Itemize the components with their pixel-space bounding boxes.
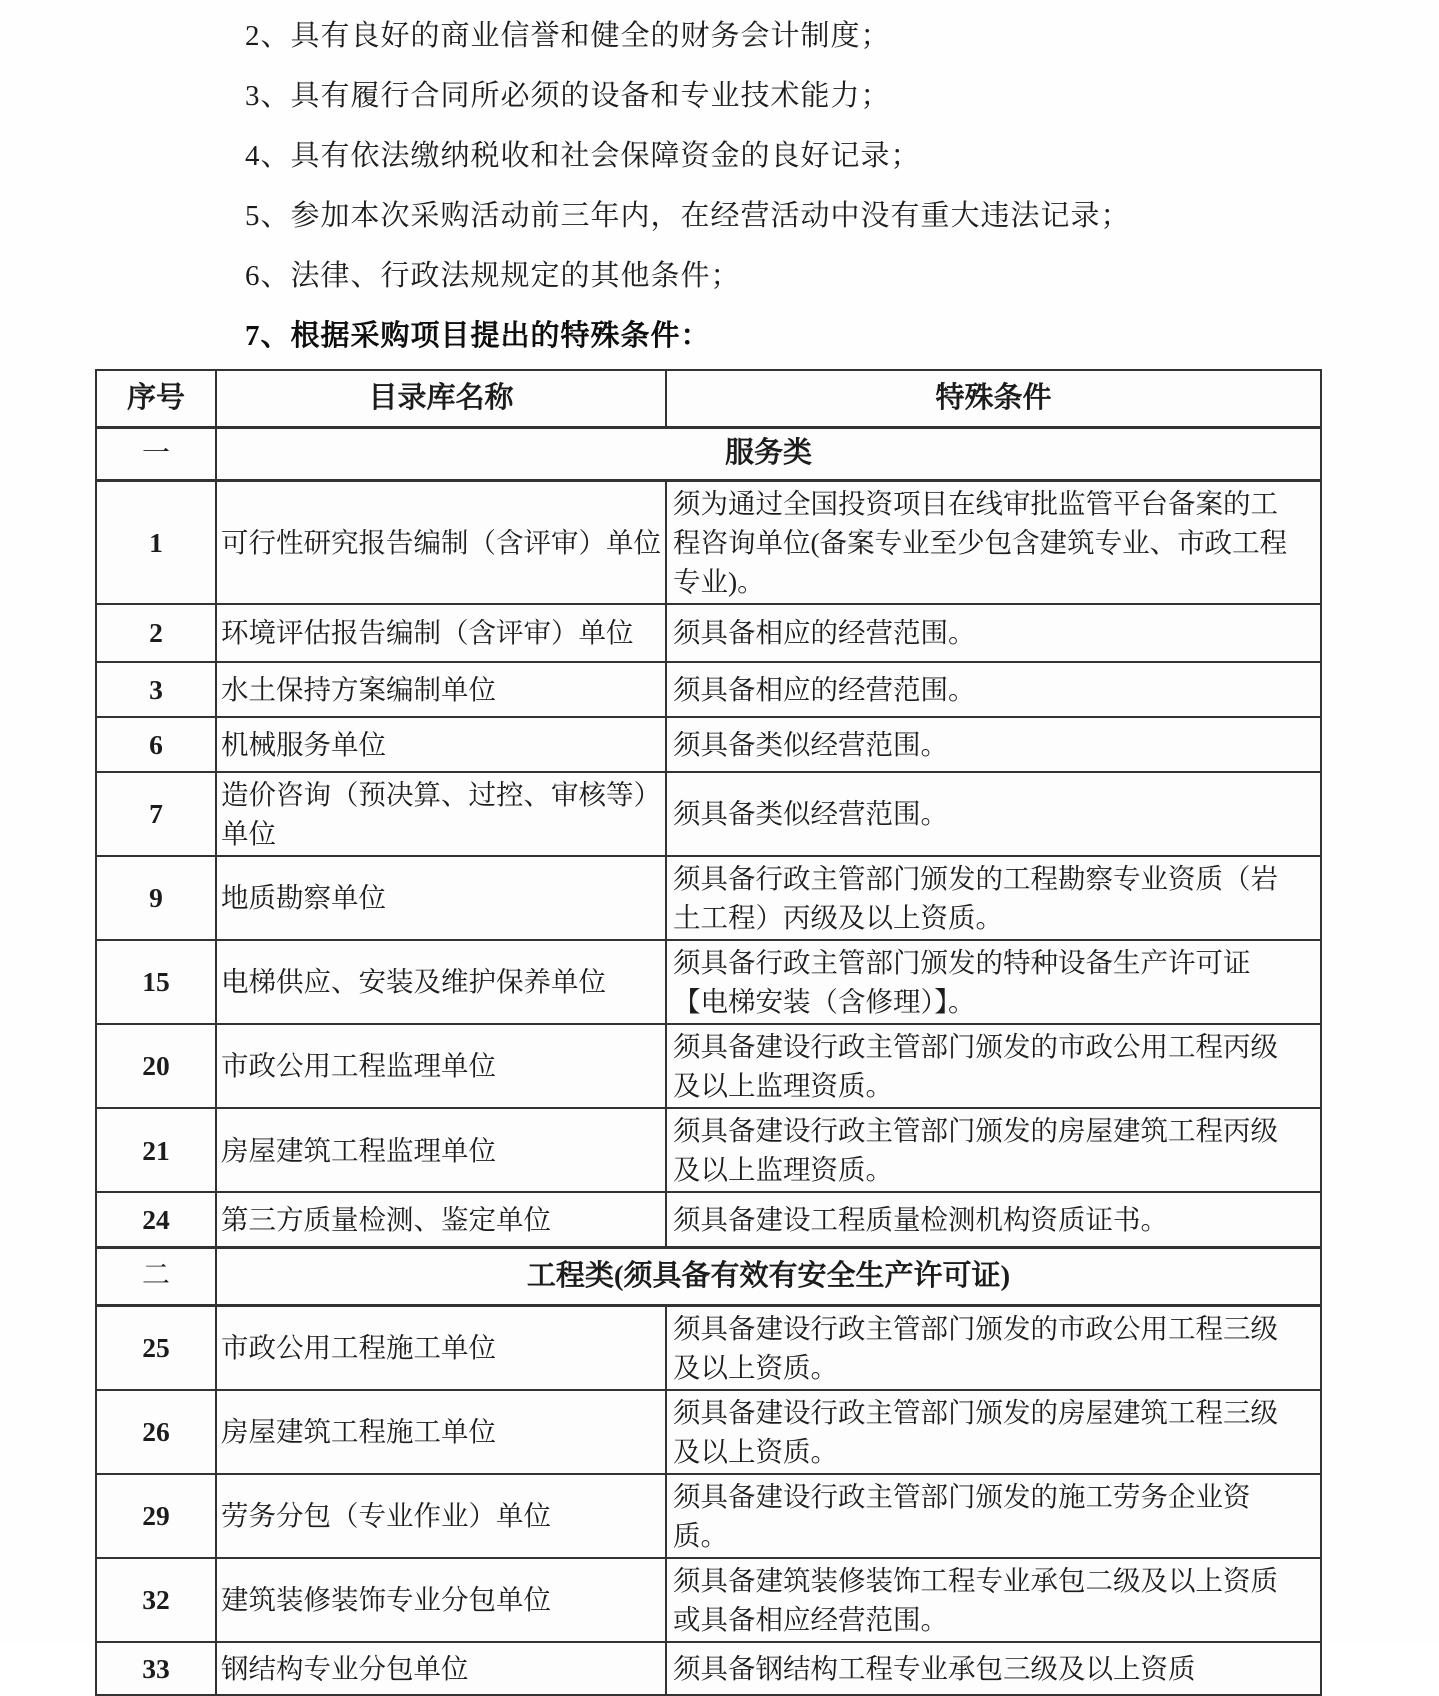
table-header-row	[96, 370, 1321, 427]
section-row-engineering	[96, 1247, 1321, 1305]
row-name: 水土保持方案编制单位	[216, 662, 666, 717]
row-no: 32	[96, 1558, 216, 1642]
table-row	[96, 1558, 1321, 1642]
table-row	[96, 1024, 1321, 1108]
special-conditions-table	[95, 369, 1322, 1696]
table-row	[96, 1108, 1321, 1192]
row-no: 29	[96, 1474, 216, 1558]
row-no: 2	[96, 604, 216, 662]
row-name: 钢结构专业分包单位	[216, 1642, 666, 1695]
row-condition: 须具备行政主管部门颁发的工程勘察专业资质（岩土工程）丙级及以上资质。	[666, 856, 1321, 940]
intro-item-7: 7、根据采购项目提出的特殊条件：	[245, 319, 711, 352]
table-row	[96, 856, 1321, 940]
table-row	[96, 662, 1321, 717]
row-no: 1	[96, 480, 216, 604]
row-name: 市政公用工程施工单位	[216, 1305, 666, 1390]
row-no: 15	[96, 940, 216, 1024]
row-name: 可行性研究报告编制（含评审）单位	[216, 480, 666, 604]
row-name: 第三方质量检测、鉴定单位	[216, 1192, 666, 1247]
row-name: 地质勘察单位	[216, 856, 666, 940]
header-no: 序号	[96, 370, 216, 427]
row-condition: 须具备建设行政主管部门颁发的施工劳务企业资质。	[666, 1474, 1321, 1558]
header-condition: 特殊条件	[666, 370, 1321, 427]
row-no: 6	[96, 717, 216, 772]
row-name: 造价咨询（预决算、过控、审核等）单位	[216, 772, 666, 856]
header-name: 目录库名称	[216, 370, 666, 427]
row-name: 电梯供应、安装及维护保养单位	[216, 940, 666, 1024]
row-no: 20	[96, 1024, 216, 1108]
row-condition: 须具备建设工程质量检测机构资质证书。	[666, 1192, 1321, 1247]
section-title: 工程类(须具备有效有安全生产许可证)	[216, 1247, 1321, 1305]
table-row	[96, 1474, 1321, 1558]
section-no: 二	[96, 1247, 216, 1305]
row-condition: 须具备建设行政主管部门颁发的房屋建筑工程丙级及以上监理资质。	[666, 1108, 1321, 1192]
row-name: 房屋建筑工程监理单位	[216, 1108, 666, 1192]
row-no: 7	[96, 772, 216, 856]
section-row-services	[96, 427, 1321, 480]
row-name: 机械服务单位	[216, 717, 666, 772]
row-name: 市政公用工程监理单位	[216, 1024, 666, 1108]
intro-item-3: 3、具有履行合同所必须的设备和专业技术能力；	[245, 79, 891, 112]
intro-item-5: 5、参加本次采购活动前三年内，在经营活动中没有重大违法记录；	[245, 199, 1131, 232]
row-no: 9	[96, 856, 216, 940]
intro-item-2: 2、具有良好的商业信誉和健全的财务会计制度；	[245, 19, 891, 52]
table-row	[96, 1642, 1321, 1695]
table-row	[96, 604, 1321, 662]
row-name: 建筑装修装饰专业分包单位	[216, 1558, 666, 1642]
row-condition: 须具备钢结构工程专业承包三级及以上资质	[666, 1642, 1321, 1695]
intro-paragraphs	[245, 0, 1379, 363]
row-condition: 须具备相应的经营范围。	[666, 604, 1321, 662]
row-name: 环境评估报告编制（含评审）单位	[216, 604, 666, 662]
row-condition: 须具备建筑装修装饰工程专业承包二级及以上资质或具备相应经营范围。	[666, 1558, 1321, 1642]
row-no: 26	[96, 1390, 216, 1474]
table-row	[96, 1390, 1321, 1474]
row-name: 房屋建筑工程施工单位	[216, 1390, 666, 1474]
section-no: 一	[96, 427, 216, 480]
table-row	[96, 940, 1321, 1024]
row-condition: 须具备类似经营范围。	[666, 717, 1321, 772]
row-name: 劳务分包（专业作业）单位	[216, 1474, 666, 1558]
intro-item-4: 4、具有依法缴纳税收和社会保障资金的良好记录；	[245, 139, 921, 172]
row-no: 24	[96, 1192, 216, 1247]
row-no: 25	[96, 1305, 216, 1390]
table-row	[96, 717, 1321, 772]
section-title: 服务类	[216, 427, 1321, 480]
row-condition: 须为通过全国投资项目在线审批监管平台备案的工程咨询单位(备案专业至少包含建筑专业、市政工程专业)。	[666, 480, 1321, 604]
row-condition: 须具备相应的经营范围。	[666, 662, 1321, 717]
table-row	[96, 1192, 1321, 1247]
row-no: 33	[96, 1642, 216, 1695]
table-row	[96, 1305, 1321, 1390]
row-condition: 须具备类似经营范围。	[666, 772, 1321, 856]
row-condition: 须具备建设行政主管部门颁发的房屋建筑工程三级及以上资质。	[666, 1390, 1321, 1474]
row-no: 21	[96, 1108, 216, 1192]
intro-item-6: 6、法律、行政法规规定的其他条件；	[245, 259, 741, 292]
row-condition: 须具备行政主管部门颁发的特种设备生产许可证【电梯安装（含修理）】。	[666, 940, 1321, 1024]
table-row	[96, 480, 1321, 604]
row-condition: 须具备建设行政主管部门颁发的市政公用工程三级及以上资质。	[666, 1305, 1321, 1390]
row-no: 3	[96, 662, 216, 717]
row-condition: 须具备建设行政主管部门颁发的市政公用工程丙级及以上监理资质。	[666, 1024, 1321, 1108]
table-row	[96, 772, 1321, 856]
